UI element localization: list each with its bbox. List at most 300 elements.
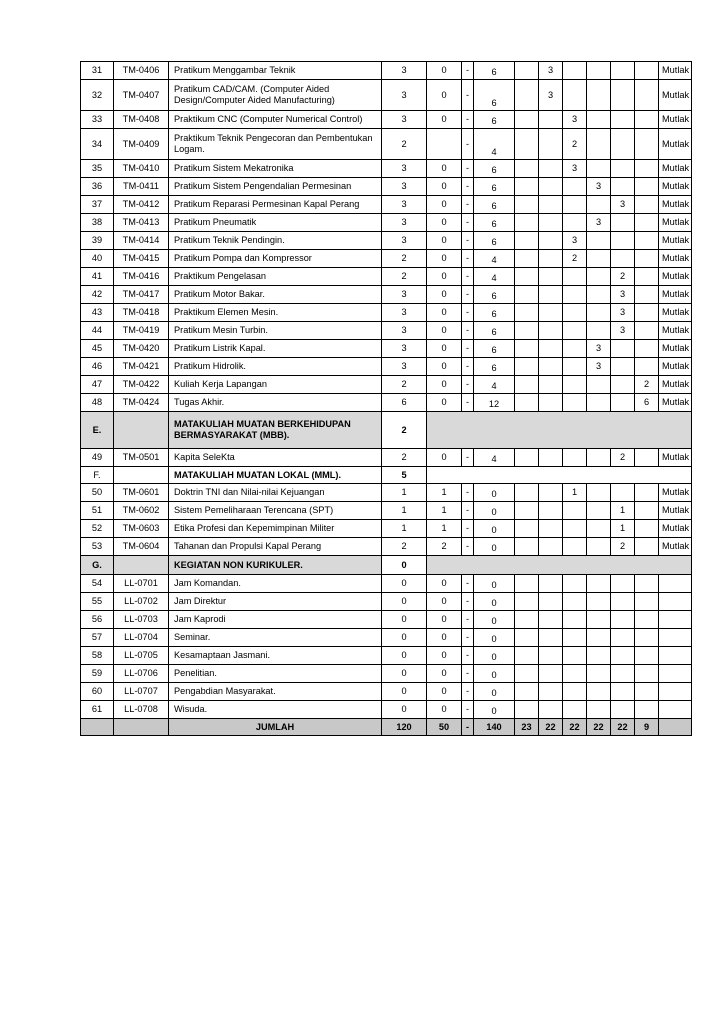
semester-1-value <box>515 484 539 502</box>
course-name: Sistem Pemeliharaan Terencana (SPT) <box>169 502 382 520</box>
course-name: Pratikum CAD/CAM. (Computer Aided Design/Computer Aided Manufacturing) <box>169 80 382 111</box>
semester-4-value <box>587 611 611 629</box>
section-sks: 0 <box>382 556 427 575</box>
practice-value: 0 <box>474 629 515 647</box>
semester-2-value: 3 <box>539 80 563 111</box>
theory-value: 1 <box>427 484 462 502</box>
semester-2-value <box>539 538 563 556</box>
theory-value: 0 <box>427 111 462 129</box>
course-code: TM-0408 <box>114 111 169 129</box>
separator-dash: - <box>462 196 474 214</box>
semester-2-value <box>539 449 563 467</box>
total-semester-6: 9 <box>635 719 659 736</box>
practice-value: 0 <box>474 683 515 701</box>
sks-value: 2 <box>382 376 427 394</box>
separator-dash: - <box>462 214 474 232</box>
course-code: TM-0413 <box>114 214 169 232</box>
section-header-row <box>81 556 692 575</box>
practice-value: 0 <box>474 575 515 593</box>
total-theory: 50 <box>427 719 462 736</box>
semester-3-value: 2 <box>563 250 587 268</box>
semester-3-value <box>563 647 587 665</box>
semester-2-value <box>539 129 563 160</box>
semester-2-value <box>539 665 563 683</box>
practice-value: 6 <box>474 340 515 358</box>
separator-dash: - <box>462 160 474 178</box>
separator-dash: - <box>462 80 474 111</box>
course-code: LL-0706 <box>114 665 169 683</box>
practice-value: 4 <box>474 268 515 286</box>
semester-5-value <box>611 665 635 683</box>
semester-5-value: 1 <box>611 502 635 520</box>
row-number: 47 <box>81 376 114 394</box>
table-row <box>81 502 692 520</box>
course-name: Pratikum Mesin Turbin. <box>169 322 382 340</box>
semester-1-value <box>515 268 539 286</box>
semester-6-value <box>635 538 659 556</box>
separator-dash: - <box>462 538 474 556</box>
practice-value: 0 <box>474 647 515 665</box>
semester-4-value <box>587 520 611 538</box>
table-row <box>81 575 692 593</box>
section-label: G. <box>81 556 114 575</box>
semester-3-value <box>563 665 587 683</box>
semester-6-value <box>635 520 659 538</box>
semester-1-value <box>515 520 539 538</box>
semester-4-value <box>587 449 611 467</box>
semester-4-value <box>587 629 611 647</box>
course-name: Praktikum Elemen Mesin. <box>169 304 382 322</box>
separator-dash: - <box>462 358 474 376</box>
semester-1-value <box>515 502 539 520</box>
semester-2-value <box>539 286 563 304</box>
semester-5-value <box>611 178 635 196</box>
practice-value: 6 <box>474 286 515 304</box>
semester-3-value <box>563 376 587 394</box>
semester-3-value <box>563 593 587 611</box>
semester-5-value <box>611 232 635 250</box>
semester-4-value <box>587 538 611 556</box>
theory-value: 0 <box>427 322 462 340</box>
theory-value: 0 <box>427 665 462 683</box>
theory-value: 0 <box>427 611 462 629</box>
separator-dash: - <box>462 232 474 250</box>
status-value <box>659 683 692 701</box>
course-name: Praktikum CNC (Computer Numerical Control) <box>169 111 382 129</box>
table-row <box>81 647 692 665</box>
semester-1-value <box>515 80 539 111</box>
course-name: Pratikum Motor Bakar. <box>169 286 382 304</box>
semester-1-value <box>515 394 539 412</box>
separator-dash: - <box>462 593 474 611</box>
semester-4-value <box>587 484 611 502</box>
sks-value: 2 <box>382 129 427 160</box>
semester-6-value <box>635 502 659 520</box>
course-code: TM-0604 <box>114 538 169 556</box>
section-title: KEGIATAN NON KURIKULER. <box>169 556 382 575</box>
semester-5-value <box>611 701 635 719</box>
section-filler <box>427 467 692 484</box>
theory-value: 0 <box>427 286 462 304</box>
semester-6-value <box>635 62 659 80</box>
theory-value: 0 <box>427 376 462 394</box>
course-name: Pratikum Sistem Mekatronika <box>169 160 382 178</box>
course-name: Pratikum Pompa dan Kompressor <box>169 250 382 268</box>
semester-1-value <box>515 611 539 629</box>
semester-4-value <box>587 160 611 178</box>
separator-dash: - <box>462 449 474 467</box>
table-row <box>81 611 692 629</box>
practice-value: 4 <box>474 449 515 467</box>
practice-value: 6 <box>474 322 515 340</box>
semester-3-value <box>563 394 587 412</box>
row-number: 45 <box>81 340 114 358</box>
sks-value: 0 <box>382 575 427 593</box>
table-row <box>81 593 692 611</box>
semester-6-value <box>635 701 659 719</box>
theory-value: 0 <box>427 62 462 80</box>
semester-4-value <box>587 701 611 719</box>
row-number: 34 <box>81 129 114 160</box>
theory-value: 1 <box>427 502 462 520</box>
row-number: 36 <box>81 178 114 196</box>
semester-1-value <box>515 250 539 268</box>
course-name: Pratikum Reparasi Permesinan Kapal Perang <box>169 196 382 214</box>
semester-1-value <box>515 647 539 665</box>
semester-4-value <box>587 129 611 160</box>
sks-value: 1 <box>382 520 427 538</box>
row-number: 60 <box>81 683 114 701</box>
status-value: Mutlak <box>659 340 692 358</box>
row-number: 38 <box>81 214 114 232</box>
semester-5-value <box>611 593 635 611</box>
course-code: TM-0418 <box>114 304 169 322</box>
semester-1-value <box>515 575 539 593</box>
semester-4-value <box>587 250 611 268</box>
semester-5-value <box>611 340 635 358</box>
semester-6-value <box>635 683 659 701</box>
semester-5-value: 3 <box>611 286 635 304</box>
semester-3-value <box>563 214 587 232</box>
semester-5-value <box>611 160 635 178</box>
section-sks: 5 <box>382 467 427 484</box>
status-value: Mutlak <box>659 286 692 304</box>
course-code: LL-0702 <box>114 593 169 611</box>
semester-2-value <box>539 196 563 214</box>
status-value: Mutlak <box>659 538 692 556</box>
sks-value: 0 <box>382 629 427 647</box>
semester-5-value <box>611 214 635 232</box>
semester-4-value <box>587 232 611 250</box>
practice-value: 6 <box>474 358 515 376</box>
status-value: Mutlak <box>659 376 692 394</box>
status-value: Mutlak <box>659 394 692 412</box>
semester-3-value <box>563 449 587 467</box>
row-number: 57 <box>81 629 114 647</box>
semester-4-value <box>587 322 611 340</box>
table-row <box>81 178 692 196</box>
status-value <box>659 575 692 593</box>
semester-6-value <box>635 80 659 111</box>
status-value: Mutlak <box>659 80 692 111</box>
practice-value: 6 <box>474 196 515 214</box>
semester-5-value: 2 <box>611 449 635 467</box>
course-name: Penelitian. <box>169 665 382 683</box>
semester-1-value <box>515 62 539 80</box>
status-value: Mutlak <box>659 214 692 232</box>
table-row <box>81 232 692 250</box>
sks-value: 3 <box>382 62 427 80</box>
semester-3-value <box>563 701 587 719</box>
practice-value: 6 <box>474 232 515 250</box>
semester-6-value <box>635 593 659 611</box>
table-row <box>81 286 692 304</box>
row-number: 59 <box>81 665 114 683</box>
course-name: Pratikum Hidrolik. <box>169 358 382 376</box>
semester-4-value <box>587 304 611 322</box>
row-number: 40 <box>81 250 114 268</box>
sks-value: 2 <box>382 538 427 556</box>
course-name: Etika Profesi dan Kepemimpinan Militer <box>169 520 382 538</box>
semester-2-value <box>539 575 563 593</box>
status-value: Mutlak <box>659 484 692 502</box>
total-semester-4: 22 <box>587 719 611 736</box>
sks-value: 1 <box>382 502 427 520</box>
semester-2-value <box>539 322 563 340</box>
theory-value: 0 <box>427 683 462 701</box>
status-value <box>659 593 692 611</box>
semester-4-value <box>587 647 611 665</box>
sks-value: 3 <box>382 232 427 250</box>
semester-5-value <box>611 484 635 502</box>
total-label: JUMLAH <box>169 719 382 736</box>
semester-2-value <box>539 304 563 322</box>
course-code: TM-0422 <box>114 376 169 394</box>
sks-value: 1 <box>382 484 427 502</box>
semester-1-value <box>515 358 539 376</box>
course-name: Pratikum Menggambar Teknik <box>169 62 382 80</box>
semester-1-value <box>515 178 539 196</box>
separator-dash: - <box>462 62 474 80</box>
semester-6-value <box>635 250 659 268</box>
semester-6-value: 2 <box>635 376 659 394</box>
sks-value: 3 <box>382 286 427 304</box>
semester-1-value <box>515 629 539 647</box>
course-code: TM-0412 <box>114 196 169 214</box>
theory-value: 0 <box>427 80 462 111</box>
row-number: 56 <box>81 611 114 629</box>
semester-3-value <box>563 268 587 286</box>
row-number: 31 <box>81 62 114 80</box>
course-code: TM-0424 <box>114 394 169 412</box>
semester-4-value <box>587 665 611 683</box>
semester-1-value <box>515 232 539 250</box>
semester-4-value: 3 <box>587 214 611 232</box>
semester-5-value <box>611 376 635 394</box>
row-number: 53 <box>81 538 114 556</box>
semester-2-value <box>539 683 563 701</box>
semester-3-value <box>563 62 587 80</box>
semester-3-value <box>563 322 587 340</box>
practice-value: 6 <box>474 62 515 80</box>
status-value <box>659 647 692 665</box>
semester-2-value <box>539 111 563 129</box>
course-name: Praktikum Teknik Pengecoran dan Pembentukan Logam. <box>169 129 382 160</box>
empty-cell <box>114 412 169 449</box>
sks-value: 3 <box>382 160 427 178</box>
separator-dash: - <box>462 129 474 160</box>
course-code: TM-0602 <box>114 502 169 520</box>
practice-value: 6 <box>474 304 515 322</box>
row-number: 52 <box>81 520 114 538</box>
semester-4-value <box>587 196 611 214</box>
semester-5-value: 2 <box>611 268 635 286</box>
semester-5-value <box>611 129 635 160</box>
total-sks: 120 <box>382 719 427 736</box>
semester-4-value <box>587 593 611 611</box>
sks-value: 6 <box>382 394 427 412</box>
semester-6-value <box>635 268 659 286</box>
semester-6-value <box>635 160 659 178</box>
semester-2-value <box>539 178 563 196</box>
table-body <box>81 62 692 736</box>
total-status <box>659 719 692 736</box>
course-code: TM-0407 <box>114 80 169 111</box>
empty-cell <box>114 467 169 484</box>
sks-value: 0 <box>382 665 427 683</box>
semester-3-value: 2 <box>563 129 587 160</box>
semester-2-value <box>539 376 563 394</box>
practice-value: 0 <box>474 701 515 719</box>
course-name: Wisuda. <box>169 701 382 719</box>
semester-2-value <box>539 268 563 286</box>
table-row <box>81 214 692 232</box>
semester-2-value <box>539 160 563 178</box>
semester-5-value <box>611 683 635 701</box>
semester-1-value <box>515 214 539 232</box>
table-row <box>81 665 692 683</box>
separator-dash: - <box>462 394 474 412</box>
section-title: MATAKULIAH MUATAN LOKAL (MML). <box>169 467 382 484</box>
semester-6-value <box>635 304 659 322</box>
semester-2-value <box>539 394 563 412</box>
theory-value: 0 <box>427 214 462 232</box>
status-value: Mutlak <box>659 268 692 286</box>
separator-dash: - <box>462 520 474 538</box>
section-label: E. <box>81 412 114 449</box>
table-row <box>81 196 692 214</box>
semester-5-value: 1 <box>611 520 635 538</box>
total-semester-2: 22 <box>539 719 563 736</box>
section-label: F. <box>81 467 114 484</box>
course-code: TM-0501 <box>114 449 169 467</box>
sks-value: 0 <box>382 683 427 701</box>
semester-6-value <box>635 358 659 376</box>
separator-dash: - <box>462 502 474 520</box>
semester-4-value: 3 <box>587 358 611 376</box>
table-row <box>81 340 692 358</box>
semester-1-value <box>515 160 539 178</box>
table-row <box>81 449 692 467</box>
semester-3-value: 3 <box>563 232 587 250</box>
theory-value: 0 <box>427 250 462 268</box>
table-row <box>81 250 692 268</box>
semester-1-value <box>515 111 539 129</box>
semester-4-value: 3 <box>587 340 611 358</box>
practice-value: 4 <box>474 129 515 160</box>
sks-value: 2 <box>382 268 427 286</box>
sks-value: 0 <box>382 701 427 719</box>
row-number: 43 <box>81 304 114 322</box>
semester-1-value <box>515 449 539 467</box>
semester-6-value <box>635 111 659 129</box>
status-value <box>659 665 692 683</box>
course-code: LL-0703 <box>114 611 169 629</box>
semester-3-value <box>563 538 587 556</box>
row-number: 37 <box>81 196 114 214</box>
semester-5-value <box>611 111 635 129</box>
semester-2-value <box>539 520 563 538</box>
separator-dash: - <box>462 665 474 683</box>
semester-2-value <box>539 629 563 647</box>
semester-1-value <box>515 538 539 556</box>
semester-5-value <box>611 611 635 629</box>
practice-value: 0 <box>474 484 515 502</box>
course-code: TM-0419 <box>114 322 169 340</box>
semester-2-value <box>539 250 563 268</box>
row-number: 51 <box>81 502 114 520</box>
row-number: 33 <box>81 111 114 129</box>
semester-2-value <box>539 502 563 520</box>
separator-dash: - <box>462 250 474 268</box>
semester-2-value <box>539 484 563 502</box>
total-dash: - <box>462 719 474 736</box>
semester-2-value <box>539 358 563 376</box>
semester-5-value <box>611 629 635 647</box>
course-code: TM-0601 <box>114 484 169 502</box>
separator-dash: - <box>462 286 474 304</box>
sks-value: 3 <box>382 304 427 322</box>
semester-1-value <box>515 322 539 340</box>
semester-4-value <box>587 683 611 701</box>
sks-value: 0 <box>382 611 427 629</box>
semester-5-value: 3 <box>611 304 635 322</box>
row-number: 35 <box>81 160 114 178</box>
row-number: 55 <box>81 593 114 611</box>
course-name: Pratikum Pneumatik <box>169 214 382 232</box>
semester-6-value <box>635 232 659 250</box>
status-value: Mutlak <box>659 111 692 129</box>
theory-value: 0 <box>427 268 462 286</box>
theory-value: 1 <box>427 520 462 538</box>
semester-4-value <box>587 575 611 593</box>
semester-6-value <box>635 665 659 683</box>
semester-1-value <box>515 304 539 322</box>
course-name: Pengabdian Masyarakat. <box>169 683 382 701</box>
row-number: 54 <box>81 575 114 593</box>
status-value: Mutlak <box>659 62 692 80</box>
semester-6-value <box>635 629 659 647</box>
practice-value: 0 <box>474 502 515 520</box>
table-row <box>81 701 692 719</box>
table-row <box>81 111 692 129</box>
semester-1-value <box>515 593 539 611</box>
table-row <box>81 160 692 178</box>
course-name: Tugas Akhir. <box>169 394 382 412</box>
semester-2-value <box>539 340 563 358</box>
separator-dash: - <box>462 647 474 665</box>
separator-dash: - <box>462 111 474 129</box>
